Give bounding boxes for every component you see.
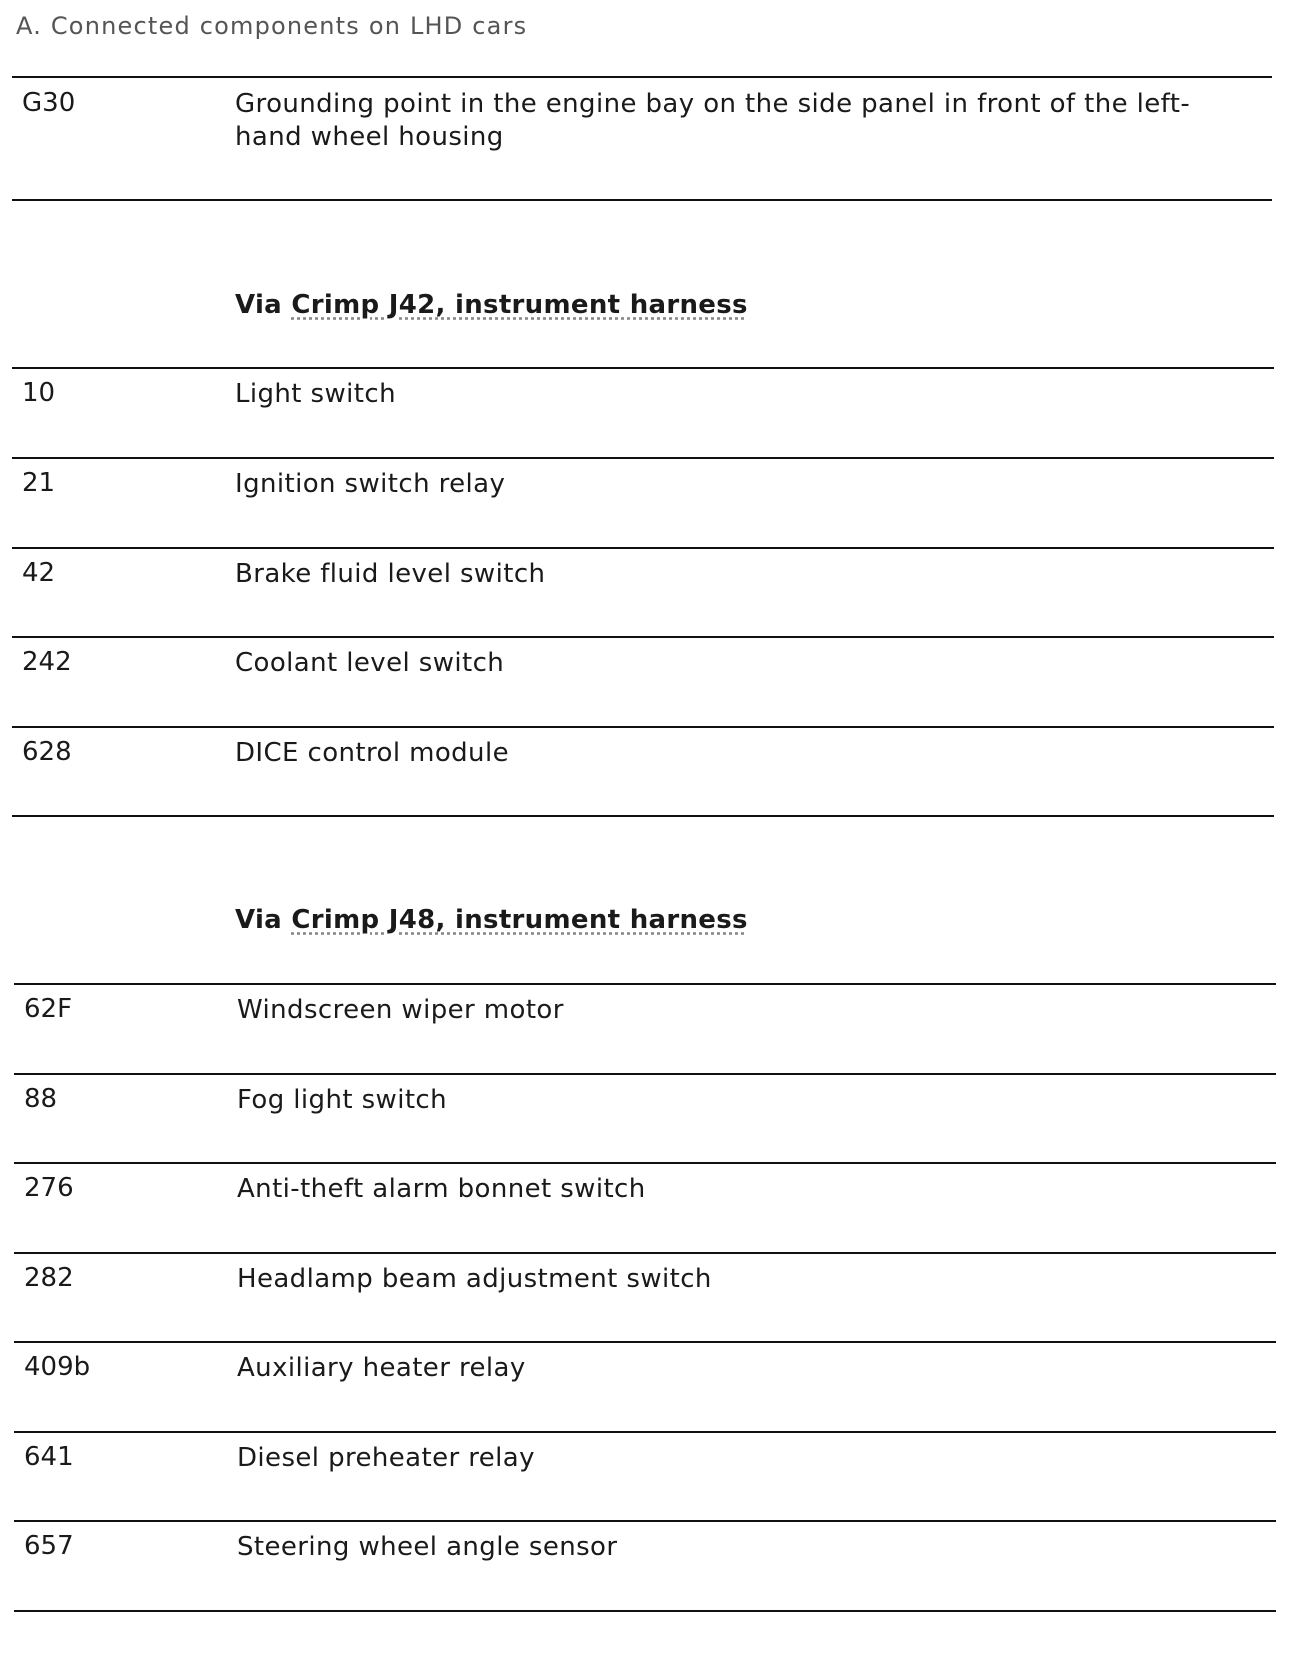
table-rule <box>14 1162 1276 1164</box>
section-title-link: Crimp J42, instrument harness <box>291 290 748 320</box>
table-rule <box>12 457 1274 459</box>
component-code: 641 <box>24 1442 74 1472</box>
table-rule <box>14 1341 1276 1343</box>
component-description: Diesel preheater relay <box>237 1443 535 1473</box>
component-description: Coolant level switch <box>235 648 505 678</box>
section-title-prefix: Via <box>235 905 292 935</box>
section-title-link: Crimp J48, instrument harness <box>291 905 748 935</box>
table-rule <box>14 1252 1276 1254</box>
table-rule <box>14 1073 1276 1075</box>
description-line: hand wheel housing <box>235 122 504 152</box>
table-rule <box>14 1431 1276 1433</box>
component-description: Ignition switch relay <box>235 469 506 499</box>
table-rule <box>14 983 1276 985</box>
component-code: 628 <box>22 737 72 767</box>
table-rule <box>14 1520 1276 1522</box>
component-code: 62F <box>24 994 73 1024</box>
component-description: Fog light switch <box>237 1085 447 1115</box>
component-code: 10 <box>22 378 56 408</box>
description-line: Grounding point in the engine bay on the side panel in front of the left- <box>235 89 1191 119</box>
table-rule <box>12 815 1274 817</box>
component-code: 409b <box>24 1352 91 1382</box>
component-code: 276 <box>24 1173 74 1203</box>
section-title-j48 <box>235 905 748 935</box>
table-rule <box>12 636 1274 638</box>
component-description: Anti-theft alarm bonnet switch <box>237 1174 646 1204</box>
component-description: Windscreen wiper motor <box>237 995 564 1025</box>
component-description <box>235 88 1190 154</box>
component-description: Steering wheel angle sensor <box>237 1532 618 1562</box>
component-code: 242 <box>22 647 72 677</box>
component-code: 21 <box>22 468 56 498</box>
table-rule <box>12 76 1272 78</box>
section-title-j42 <box>235 290 748 320</box>
component-description: Headlamp beam adjustment switch <box>237 1264 712 1294</box>
table-rule <box>12 199 1272 201</box>
component-code: 42 <box>22 558 56 588</box>
component-description: Brake fluid level switch <box>235 559 546 589</box>
table-rule <box>12 367 1274 369</box>
page-title: A. Connected components on LHD cars <box>16 12 528 40</box>
component-code: 88 <box>24 1084 58 1114</box>
component-description: Light switch <box>235 379 396 409</box>
table-rule <box>14 1610 1276 1612</box>
component-code: 282 <box>24 1263 74 1293</box>
table-rule <box>12 726 1274 728</box>
section-title-prefix: Via <box>235 290 292 320</box>
table-rule <box>12 547 1274 549</box>
component-code: 657 <box>24 1531 74 1561</box>
component-description: Auxiliary heater relay <box>237 1353 526 1383</box>
component-code: G30 <box>22 88 76 118</box>
component-description: DICE control module <box>235 738 509 768</box>
